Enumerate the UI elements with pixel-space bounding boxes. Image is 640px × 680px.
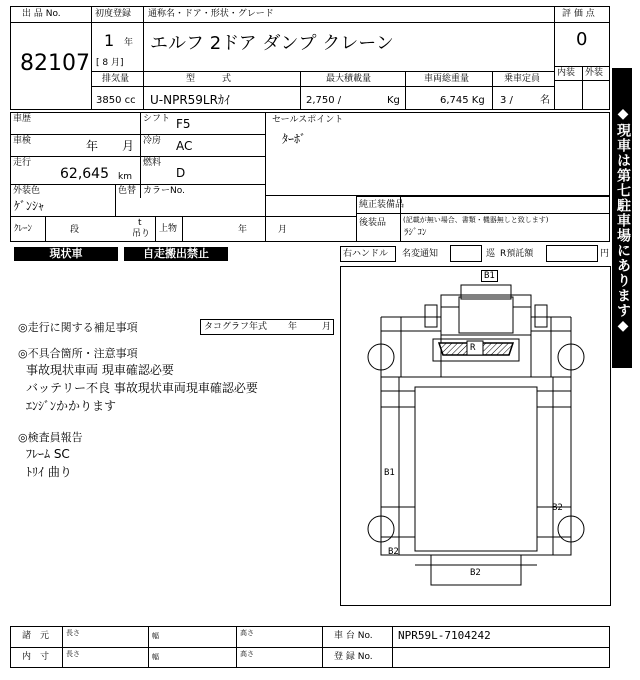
inspection-month: 月 xyxy=(122,139,135,153)
recycle-prefix: 巡 xyxy=(486,249,496,259)
inspection-year: 年 xyxy=(86,139,99,153)
ac-label: 冷房 xyxy=(143,136,162,146)
name-change-label: 名変通知 xyxy=(402,249,439,259)
model-code: U-NPR59LRｶｲ xyxy=(150,93,230,107)
sales-point-label: セールスポイント xyxy=(272,115,344,125)
reg-label: 登 録 No. xyxy=(334,652,373,662)
first-reg-year-unit: 年 xyxy=(124,38,134,48)
rhd: 右ハンドル xyxy=(343,249,389,259)
inspector-title: ◎検査員報告 xyxy=(18,431,83,444)
model-name: エルフ 2ドア ダンプ クレーン xyxy=(150,33,394,54)
recycle-box xyxy=(546,245,598,262)
capacity: 3 / xyxy=(500,95,513,106)
score-label: 評 価 点 xyxy=(562,9,595,19)
lot-number: 82107 xyxy=(20,51,90,76)
model-code-label: 型 式 xyxy=(186,74,232,84)
damage-mark-r: R xyxy=(470,343,476,353)
recycle-label: R預託額 xyxy=(500,249,534,259)
inspector-1: ﾌﾚｰﾑ SC xyxy=(26,447,70,461)
no-self-drive-bar: 自走搬出禁止 xyxy=(124,247,228,261)
crane-stage-unit: 段 xyxy=(70,225,80,235)
first-reg-month: [ 8 月] xyxy=(96,58,124,68)
upper-label: 上物 xyxy=(159,224,178,234)
damage-mark-b2-rear: B2 xyxy=(470,568,481,578)
first-reg-label: 初度登録 xyxy=(95,9,132,19)
defect-3: ｴﾝｼﾞﾝかかります xyxy=(26,399,117,413)
aftermarket-note: (記載が無い場合、書類・機器無しと致します) xyxy=(403,216,549,224)
genuine-label: 純正装備品 xyxy=(359,200,405,210)
damage-mark-b2-right: B2 xyxy=(552,503,563,513)
color-no-label: カラーNo. xyxy=(143,186,185,196)
height-label-2: 高さ xyxy=(240,650,254,658)
height-label: 高さ xyxy=(240,629,254,637)
upper-month: 月 xyxy=(278,225,288,235)
shift-label: シフト xyxy=(143,114,171,124)
driving-title: ◎走行に関する補足事項 xyxy=(18,321,138,334)
fuel: D xyxy=(176,166,186,180)
fuel-label: 燃料 xyxy=(143,158,162,168)
dims-label: 諸 元 xyxy=(22,631,50,641)
damage-mark-b1-side: B1 xyxy=(384,468,395,478)
displacement: 3850 cc xyxy=(96,95,136,106)
capacity-label: 乗車定員 xyxy=(504,74,541,84)
aftermarket-label: 後装品 xyxy=(359,218,387,228)
defects-title: ◎不具合箇所・注意事項 xyxy=(18,347,138,360)
gross-weight-label: 車両総重量 xyxy=(424,74,470,84)
shift: F5 xyxy=(176,117,191,131)
max-load-unit: Kg xyxy=(387,95,400,106)
lot-no-label: 出 品 No. xyxy=(22,9,61,19)
tachograph-label: タコグラフ年式 xyxy=(204,322,268,332)
history-label: 車歴 xyxy=(13,114,32,124)
ac: AC xyxy=(176,139,193,153)
length-label: 長さ xyxy=(66,629,80,637)
color-change-label: 色替 xyxy=(118,186,137,196)
inspector-2: ﾄﾘｲ 曲り xyxy=(26,465,72,479)
mileage: 62,645 xyxy=(60,166,109,182)
truck-diagram xyxy=(341,267,610,605)
defect-1: 事故現状車両 現車確認必要 xyxy=(26,363,174,377)
tachograph-year: 年 xyxy=(288,322,298,332)
damage-mark-b1-top: B1 xyxy=(481,270,498,282)
gross-weight: 6,745 Kg xyxy=(440,95,485,106)
defect-2: バッテリー不良 事故現状車両現車確認必要 xyxy=(26,381,258,395)
yen: 円 xyxy=(600,249,610,259)
upper-year: 年 xyxy=(238,225,248,235)
exterior-label: 外装 xyxy=(585,68,604,78)
displacement-label: 排気量 xyxy=(102,74,130,84)
max-load: 2,750 / xyxy=(306,95,342,106)
first-reg-year: 1 xyxy=(104,31,115,50)
sales-point: ﾀｰﾎﾞ xyxy=(282,132,307,146)
capacity-unit: 名 xyxy=(540,95,550,106)
damage-mark-b2-left: B2 xyxy=(388,547,399,557)
width-label: 幅 xyxy=(152,632,159,640)
chassis-label: 車 台 No. xyxy=(334,631,373,641)
crane-lift-label: 吊り xyxy=(132,229,151,239)
crane-ton-unit: t xyxy=(138,218,142,228)
side-banner: ◆現車は第七駐車場にあります◆ xyxy=(612,68,632,368)
as-is-bar: 現状車 xyxy=(14,247,118,261)
max-load-label: 最大積載量 xyxy=(326,74,372,84)
name-change-box xyxy=(450,245,482,262)
width-label-2: 幅 xyxy=(152,653,159,661)
exterior-color-label: 外装色 xyxy=(13,186,41,196)
contents-label: 内 寸 xyxy=(22,652,50,662)
mileage-unit: km xyxy=(118,172,132,182)
inspection-label: 車検 xyxy=(13,136,32,146)
mileage-label: 走行 xyxy=(13,158,32,168)
chassis-number: NPR59L-7104242 xyxy=(398,629,491,642)
aftermarket: ﾗｼﾞｺﾝ xyxy=(404,228,427,238)
tachograph-month: 月 xyxy=(322,322,332,332)
model-name-label: 通称名・ドア・形状・グレード xyxy=(148,9,274,19)
exterior-color: ｹﾞﾝｼｬ xyxy=(14,199,45,213)
score: 0 xyxy=(576,29,588,50)
crane-label: ｸﾚｰﾝ xyxy=(14,224,33,234)
interior-label: 内装 xyxy=(557,68,576,78)
length-label-2: 長さ xyxy=(66,650,80,658)
